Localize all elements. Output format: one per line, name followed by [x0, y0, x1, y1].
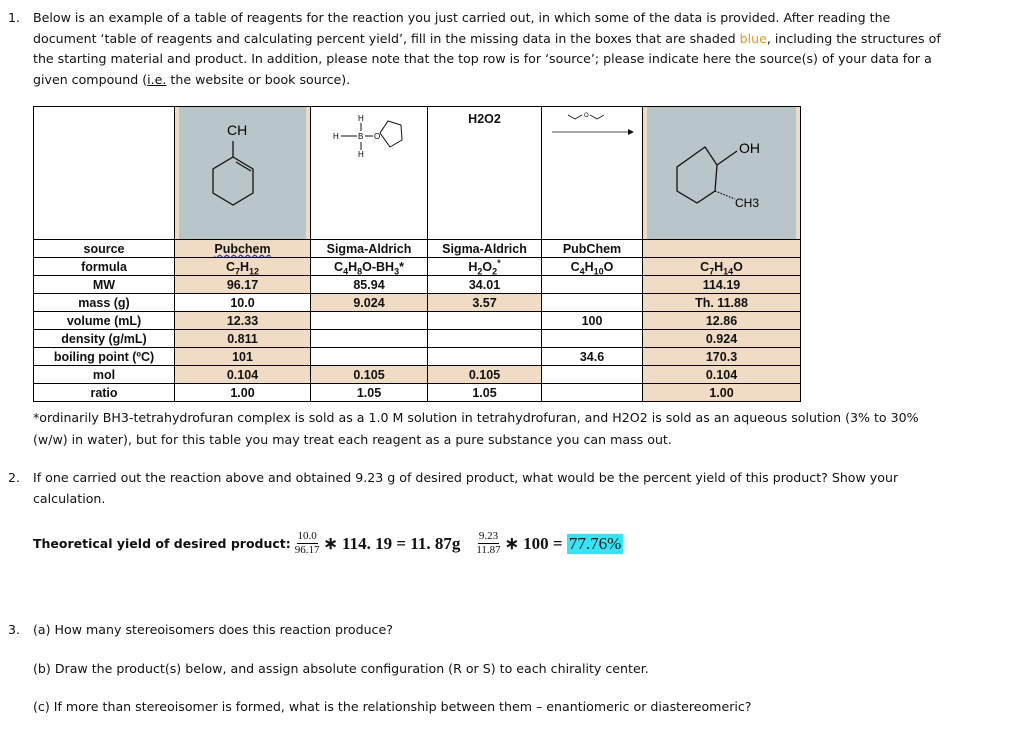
methylcyclohexene-drawing — [179, 107, 307, 235]
svg-text:H: H — [358, 150, 364, 159]
question-2: If one carried out the reaction above and obtained 9.23 g of desired product, what would be the percent yield of this product? Show your calculation. — [33, 470, 899, 506]
q2-number: 2. — [8, 470, 21, 485]
svg-text:CH: CH — [227, 122, 248, 138]
blue-word: blue — [739, 30, 767, 46]
svg-text:B: B — [358, 132, 364, 141]
table-row-density: density (g/mL) 0.811 0.924 — [34, 330, 801, 348]
question-3a: (a) How many stereoisomers does this reaction produce? — [33, 622, 393, 637]
table-row-source: source Pubchem Sigma-Aldrich Sigma-Aldrich PubChem — [34, 240, 801, 258]
svg-text:H: H — [333, 132, 339, 141]
svg-text:H: H — [358, 114, 364, 123]
fraction-1: $\frac{10.0}{96.17}$ — [294, 530, 320, 556]
q3-number: 3. — [8, 622, 21, 637]
formula-borane: $C_4H_8O-BH_3*$ — [311, 258, 428, 276]
q1-number: 1. — [8, 10, 21, 25]
table-row-mol: mol 0.104 0.105 0.105 0.104 — [34, 366, 801, 384]
empty-cell — [34, 107, 175, 240]
table-row-boiling-point: boiling point (ºC) 101 34.6 170.3 — [34, 348, 801, 366]
footnote: *ordinarily BH3-tetrahydrofuran complex is sold as a 1.0 M solution in tetrahydrofuran, and H2O2 is sold as an aqueous solution (3% to 30% (w/w) in water), but for this table you may treat each reagent as a pure substance you can mass out. — [33, 410, 919, 447]
table-row-ratio: ratio 1.00 1.05 1.05 1.00 — [34, 384, 801, 402]
reagent-table — [33, 106, 801, 402]
question-3b: (b) Draw the product(s) below, and assign absolute configuration (R or S) to each chirality center. — [33, 661, 649, 676]
formula-reactant[interactable]: $C_7H_{12}$ — [175, 258, 311, 276]
question-3c: (c) If more than stereoisomer is formed, what is the relationship between them – enantiomeric or diastereomeric? — [33, 699, 752, 714]
svg-text:O: O — [374, 132, 381, 141]
formula-ether: $C_4H_{10}O$ — [542, 258, 643, 276]
product-structure[interactable] — [643, 107, 801, 240]
question-1: Below is an example of a table of reagents for the reaction you just carried out, in which some of the data is provided. After reading the document ‘table of reagents and calculating percent yield’, fill in the missing data in the boxes that are shaded blue, including the structures of the starting material and product. In addition, please note that the top row is for ‘source’; please indicate here the source(s) of your data for a given compound (i.e. the website or book source). — [33, 10, 941, 87]
ether-cell — [542, 107, 643, 240]
reactant-structure[interactable] — [175, 107, 311, 240]
peroxide-cell: H2O2 — [428, 107, 542, 240]
svg-text:CH3: CH3 — [735, 196, 760, 210]
svg-text:O: O — [584, 113, 589, 119]
methylcyclohexanol-drawing — [647, 107, 797, 235]
table-row-mass: mass (g) 10.0 9.024 3.57 Th. 11.88 — [34, 294, 801, 312]
yield-calculation: Theoretical yield of desired product: $\frac{10.0}{96.17}$ ∗ 114. 19 = 11. 87g $\frac{9.23}{11.87}$ ∗ 100 = 77.76% — [33, 530, 622, 556]
table-row-mw: MW 96.17 85.94 34.01 114.19 — [34, 276, 801, 294]
table-row-formula: formula $C_7H_{12}$ $C_4H_8O-BH_3*$ $H_2O_2^*$ $C_4H_{10}O$ $C_7H_{14}O$ — [34, 258, 801, 276]
formula-product[interactable]: $C_7H_{14}O$ — [643, 258, 801, 276]
svg-text:OH: OH — [739, 140, 760, 156]
formula-peroxide: $H_2O_2^*$ — [428, 258, 542, 276]
percent-yield-answer: 77.76% — [568, 533, 622, 553]
borane-thf-structure — [311, 107, 428, 240]
fraction-2: $\frac{9.23}{11.87}$ — [476, 530, 501, 556]
table-row-volume: volume (mL) 12.33 100 12.86 — [34, 312, 801, 330]
